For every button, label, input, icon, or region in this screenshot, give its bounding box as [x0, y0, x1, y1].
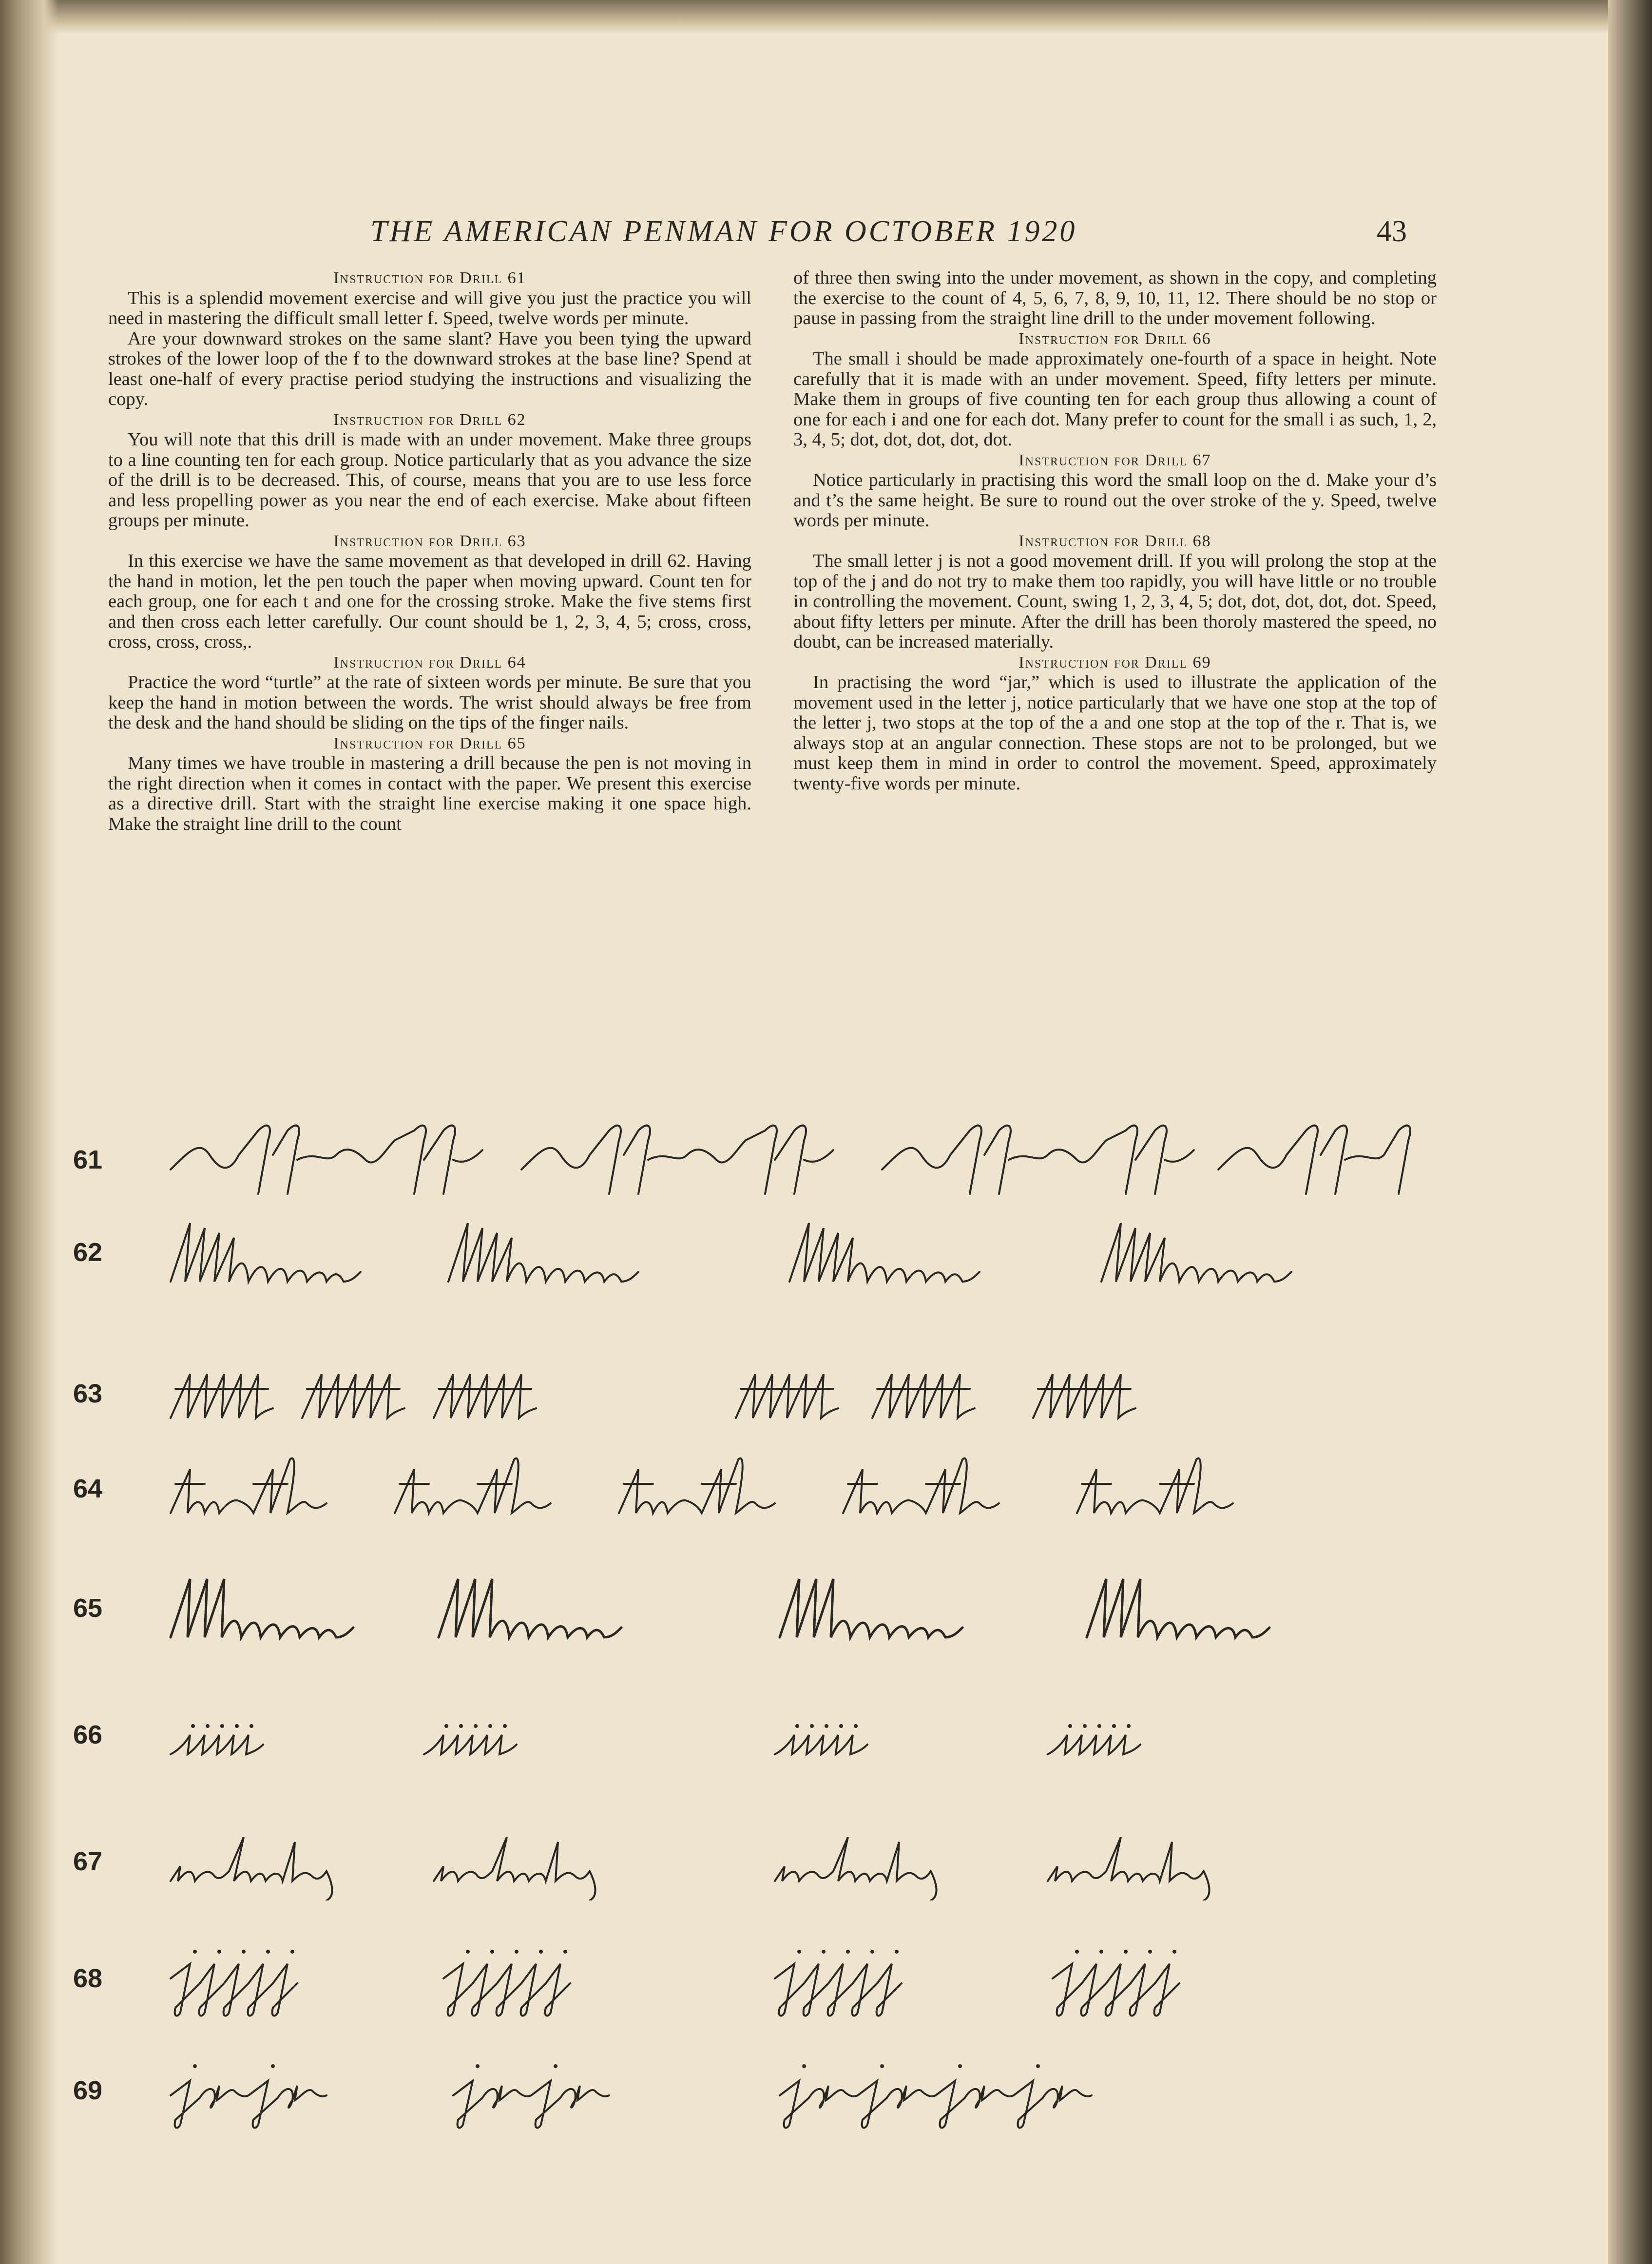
right-column: [793, 268, 1437, 1077]
page-number: 43: [1377, 215, 1407, 248]
section-title: Instruction for Drill 68: [1018, 532, 1211, 550]
paragraph: This is a splendid movement exercise and will give you just the practice you will need in mastering the difficult small letter f. Speed, twelve words per minute.: [108, 288, 751, 328]
drill-number: 67: [73, 1847, 103, 1876]
drill-number: 63: [73, 1379, 103, 1408]
top-edge-shadow: [0, 0, 1652, 34]
handwriting-riffraff: [161, 1121, 1428, 1199]
paragraph: of three then swing into the under movement, as shown in the copy, and completing the exercise to the count of 4, 5, 6, 7, 8, 9, 10, 11, 12. There should be no stop or pause in passing from the straight line drill to the under movement following.: [793, 268, 1437, 328]
drill-row-62: [0, 1213, 1652, 1291]
paragraph: In practising the word “jar,” which is used to illustrate the application of the movement used in the letter j, notice particularly that we have one stop at the top of the letter j, two stops at the top of the a and one stop at the top of the r. That is, we always stop at an angular connection. These stops are not to be prolonged, but we must keep them in mind in order to control the movement. Speed, approximately twenty-five words per minute.: [793, 672, 1437, 794]
handwriting-industry: [161, 1823, 1428, 1900]
drill-number: 65: [73, 1593, 103, 1623]
paragraph: The small i should be made approximately one-fourth of a space in height. Note carefully that it is made with an under movement. Speed, fifty letters per minute. Make them in groups of five counting ten for each group thus allowing a count of one for each i and one for each dot. Many prefer to count for the small i as such, 1, 2, 3, 4, 5; dot, dot, dot, dot, dot.: [793, 348, 1437, 450]
section-title: Instruction for Drill 62: [333, 410, 526, 429]
running-title: THE AMERICAN PENMAN FOR OCTOBER 1920: [370, 215, 1077, 248]
section-title: Instruction for Drill 65: [333, 734, 526, 752]
section-title: Instruction for Drill 66: [1018, 329, 1211, 348]
drill-row-61: [0, 1121, 1652, 1199]
paragraph: Many times we have trouble in mastering a drill because the pen is not moving in the right direction when it comes in contact with the paper. We present this exercise as a directive drill. Start with the straight line exercise making it one space high. Make the straight line drill to the count: [108, 753, 751, 834]
handwriting-stems-under: [161, 1213, 1428, 1291]
section-title: Instruction for Drill 63: [333, 532, 526, 550]
drill-number: 69: [73, 2076, 103, 2105]
handwriting-iiiii: [161, 1696, 1428, 1774]
drill-row-63: [0, 1355, 1652, 1433]
drill-row-64: [0, 1450, 1652, 1528]
drill-number: 61: [73, 1145, 103, 1174]
handwriting-turtle: [161, 1450, 1428, 1528]
section-title: Instruction for Drill 67: [1018, 451, 1211, 469]
paragraph: You will note that this drill is made with an under movement. Make three groups to a line counting ten for each group. Notice particularly that as you advance the size of the drill is to be decreased. This, of course, means that you are to use less force and less propelling power as you near the end of each exercise. Make about fifteen groups per minute.: [108, 429, 751, 531]
paragraph: The small letter j is not a good movement drill. If you will prolong the stop at the top of the j and do not try to make them too rapidly, you will have little or no trouble in controlling the movement. Count, swing 1, 2, 3, 4, 5; dot, dot, dot, dot, dot. Speed, about fifty letters per minute. After the drill has been thoroly mastered the speed, no doubt, can be increased materially.: [793, 551, 1437, 652]
drill-row-65: [0, 1569, 1652, 1647]
paragraph: Practice the word “turtle” at the rate of sixteen words per minute. Be sure that you keep the hand in motion between the words. The wrist should always be free from the desk and the hand should be sliding on the tips of the finger nails.: [108, 672, 751, 733]
drill-number: 62: [73, 1238, 103, 1267]
handwriting-ttttt: [161, 1355, 1428, 1433]
drill-row-68: [0, 1939, 1652, 2017]
handwriting-jjjjj: [161, 1939, 1428, 2017]
drill-number: 68: [73, 1964, 103, 1993]
paragraph: Are your downward strokes on the same slant? Have you been tying the upward strokes of the lower loop of the f to the downward strokes at the base line? Spend at least one-half of every practise period studying the instructions and visualizing the copy.: [108, 328, 751, 409]
drill-row-67: [0, 1823, 1652, 1900]
running-header: [0, 214, 1652, 253]
drill-row-69: [0, 2052, 1652, 2130]
handwriting-heavy-stems: [161, 1569, 1428, 1647]
drill-number: 66: [73, 1720, 103, 1749]
drill-row-66: [0, 1696, 1652, 1774]
drill-number: 64: [73, 1474, 103, 1503]
section-title: Instruction for Drill 61: [333, 269, 526, 287]
left-column: [108, 268, 751, 1077]
section-title: Instruction for Drill 64: [333, 653, 526, 672]
handwriting-jar: [161, 2052, 1428, 2130]
paragraph: In this exercise we have the same movement as that developed in drill 62. Having the hand in motion, let the pen touch the paper when moving upward. Count ten for each group, one for each t and one for the crossing stroke. Make the five stems first and then cross each letter carefully. Our count should be 1, 2, 3, 4, 5; cross, cross, cross, cross, cross,.: [108, 551, 751, 652]
section-title: Instruction for Drill 69: [1018, 653, 1211, 672]
paragraph: Notice particularly in practising this word the small loop on the d. Make your d’s and t’s the same height. Be sure to round out the over stroke of the y. Speed, twelve words per minute.: [793, 470, 1437, 531]
